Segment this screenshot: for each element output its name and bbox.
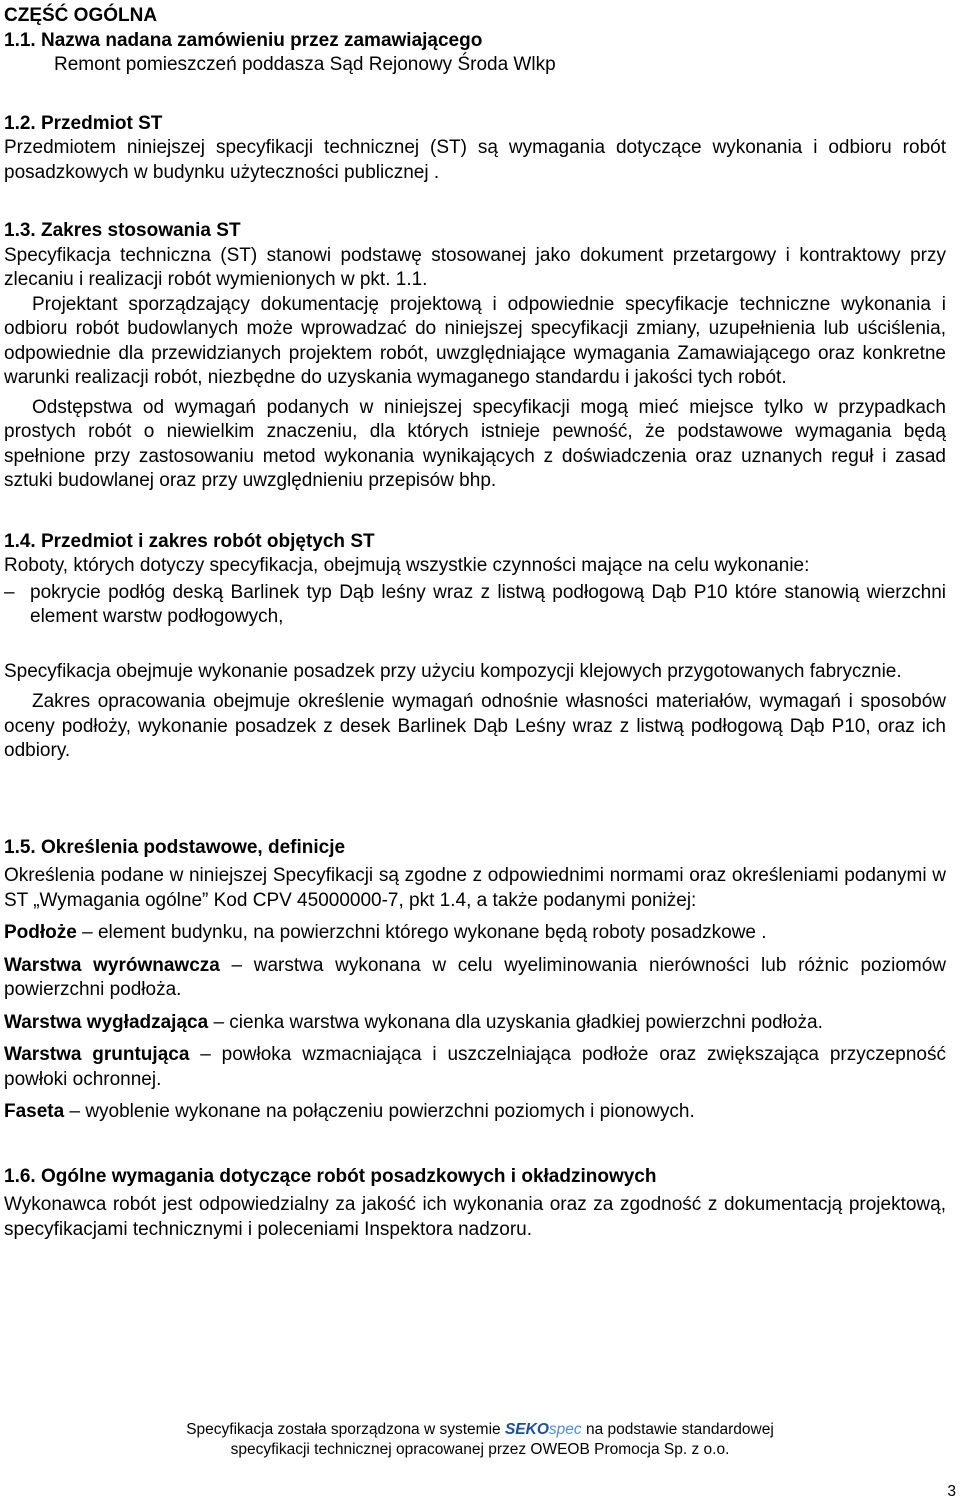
footer-line-2: specyfikacji technicznej opracowanej przez OWEOB Promocja Sp. z o.o. — [230, 1441, 730, 1458]
footer-text: na podstawie standardowej — [581, 1421, 774, 1438]
section-1-5-paragraph-1: Określenia podane w niniejszej Specyfikacji są zgodne z odpowiednimi normami oraz określeniami podanymi w ST „Wymagania ogólne” Kod CPV 45000000-7, pkt 1.4, a także podanymi poniżej: — [4, 865, 946, 911]
definition-term: Podłoże — [4, 922, 77, 943]
footer-text: Specyfikacja została sporządzona w systemie — [186, 1421, 505, 1438]
section-1-1-title: 1.1. Nazwa nadana zamówieniu przez zamawiającego — [4, 29, 483, 51]
section-1-3-title: 1.3. Zakres stosowania ST — [4, 220, 241, 241]
definition-text: – warstwa wykonana w celu wyeliminowania nierówności lub różnic poziomów powierzchni podłoża. — [4, 954, 947, 1000]
section-1-5-title: 1.5. Określenia podstawowe, definicje — [4, 836, 346, 858]
page-number: 3 — [947, 1483, 956, 1500]
section-1-2-paragraph: Przedmiotem niniejszej specyfikacji technicznej (ST) są wymagania dotyczące wykonania i odbioru robót posadzkowych w budynku użyteczności publicznej . — [4, 137, 946, 183]
definition-term: Warstwa gruntująca — [4, 1044, 190, 1065]
section-1-4-title: 1.4. Przedmiot i zakres robót objętych ST — [4, 530, 375, 552]
order-name: Remont pomieszczeń poddasza Sąd Rejonowy Środa Wlkp — [54, 54, 556, 75]
definition-item — [4, 1100, 946, 1125]
definition-text: – element budynku, na powierzchni którego wykonane będą roboty posadzkowe . — [76, 922, 767, 943]
brand-logo-seko: SEKO — [504, 1421, 549, 1438]
page-footer — [0, 1420, 960, 1460]
section-1-4-paragraph-1: Roboty, których dotyczy specyfikacja, obejmują wszystkie czynności mające na celu wykonanie: — [4, 555, 810, 576]
list-item — [4, 581, 946, 630]
dash-bullet: – — [4, 581, 15, 603]
definition-text: – wyoblenie wykonane na połączeniu powierzchni poziomych i pionowych. — [64, 1101, 695, 1122]
list-item-text: pokrycie podłóg deską Barlinek typ Dąb leśny wraz z listwą podłogową Dąb P10 które stanowią wierzchni element warstw podłogowych, — [30, 581, 946, 627]
definition-text: – cienka warstwa wykonana dla uzyskania gładkiej powierzchni podłoża. — [208, 1011, 823, 1033]
definition-text: – powłoka wzmacniająca i uszczelniająca podłoże oraz zwiększająca przyczepność powłoki ochronnej. — [4, 1044, 946, 1090]
section-1-4-paragraph-3: Zakres opracowania obejmuje określenie wymagań odnośnie własności materiałów, wymagań i sposobów oceny podłoży, wykonanie posadzek z desek Barlinek Dąb Leśny wraz z listwą podłogową Dąb P10, oraz ich odbiory. — [4, 691, 946, 761]
footer-line-1 — [0, 1420, 960, 1440]
section-1-3-paragraph-2: Projektant sporządzający dokumentację projektową i odpowiednie specyfikacje techniczne wykonania i odbioru robót budowlanych może wprowadzać do niniejszej specyfikacji zmiany, uzupełnienia lub uściślenia, odpowiednie dla przewidzianych projektem robót, uwzględniające wymagania Zamawiającego oraz konkretne warunki realizacji robót, niezbędne do uzyskania wymaganego standardu i jakości tych robót. — [4, 293, 946, 388]
section-1-6-title: 1.6. Ogólne wymagania dotyczące robót posadzkowych i okładzinowych — [4, 1165, 657, 1187]
section-1-6-paragraph: Wykonawca robót jest odpowiedzialny za jakość ich wykonania oraz za zgodność z dokumentacją projektową, specyfikacjami technicznymi i poleceniami Inspektora nadzoru. — [4, 1194, 946, 1240]
brand-logo-spec: spec — [548, 1421, 582, 1438]
section-1-4-paragraph-2: Specyfikacja obejmuje wykonanie posadzek przy użyciu kompozycji klejowych przygotowanych fabrycznie. — [4, 660, 902, 682]
main-heading: CZĘŚĆ OGÓLNA — [4, 5, 158, 26]
definition-item — [4, 1043, 946, 1092]
section-1-3-paragraph-1: Specyfikacja techniczna (ST) stanowi podstawę stosowanej jako dokument przetargowy i kontraktowy przy zlecaniu i realizacji robót wymienionych w pkt. 1.1. — [4, 244, 946, 290]
definitions-list — [4, 921, 946, 1125]
section-1-3-paragraph-3: Odstępstwa od wymagań podanych w niniejszej specyfikacji mogą mieć miejsce tylko w przypadkach prostych robót o niewielkim znaczeniu, dla których istnieje pewność, że podstawowe wymagania będą spełnione przy zastosowaniu metod wykonania wynikających z doświadczenia oraz uznanych reguł i zasad sztuki budowlanej oraz przy uwzględnieniu przepisów bhp. — [4, 396, 946, 491]
definition-term: Warstwa wyrównawcza — [4, 954, 220, 976]
definition-term: Faseta — [4, 1101, 65, 1122]
definition-item — [4, 921, 946, 946]
definition-term: Warstwa wygładzająca — [4, 1011, 209, 1033]
section-1-2-title: 1.2. Przedmiot ST — [4, 112, 163, 134]
definition-item — [4, 1011, 946, 1036]
definition-item — [4, 954, 946, 1003]
